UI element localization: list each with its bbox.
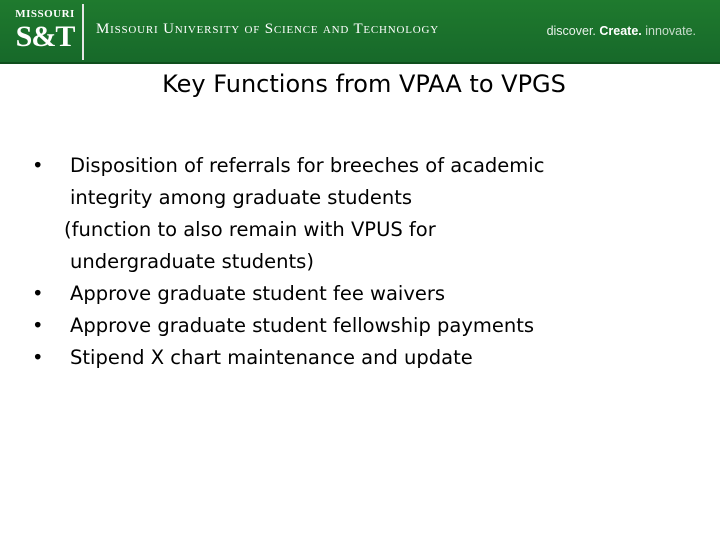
bullet-marker: • — [32, 154, 44, 177]
list-item-continuation: undergraduate students) — [70, 250, 314, 273]
bullet-marker: • — [32, 346, 44, 369]
tagline-discover: discover. — [546, 24, 596, 38]
list-item — [24, 310, 704, 342]
tagline — [547, 24, 696, 38]
list-item-continuation: (function to also remain with VPUS for — [64, 218, 436, 241]
logo-top-text: MISSOURI — [15, 8, 75, 20]
list-item — [24, 342, 704, 374]
list-item — [24, 278, 704, 310]
list-item-text: Stipend X chart maintenance and update — [70, 346, 473, 369]
university-name: Missouri University of Science and Technology — [96, 21, 440, 37]
list-item-continuation: integrity among graduate students — [70, 186, 413, 209]
bullet-marker: • — [32, 314, 44, 337]
slide-title: Key Functions from VPAA to VPGS — [162, 70, 566, 98]
tagline-innovate: innovate. — [645, 24, 696, 38]
bullet-list — [24, 150, 704, 374]
list-item — [24, 150, 704, 182]
logo-main-text: S&T — [15, 20, 75, 53]
list-item-text: Approve graduate student fee waivers — [70, 282, 446, 305]
bullet-marker: • — [32, 282, 44, 305]
tagline-create: Create. — [599, 24, 642, 38]
header-bar — [0, 0, 720, 64]
list-item-text: Disposition of referrals for breeches of academic — [70, 154, 545, 177]
university-logo — [8, 4, 84, 60]
list-item-text: Approve graduate student fellowship payments — [70, 314, 535, 337]
